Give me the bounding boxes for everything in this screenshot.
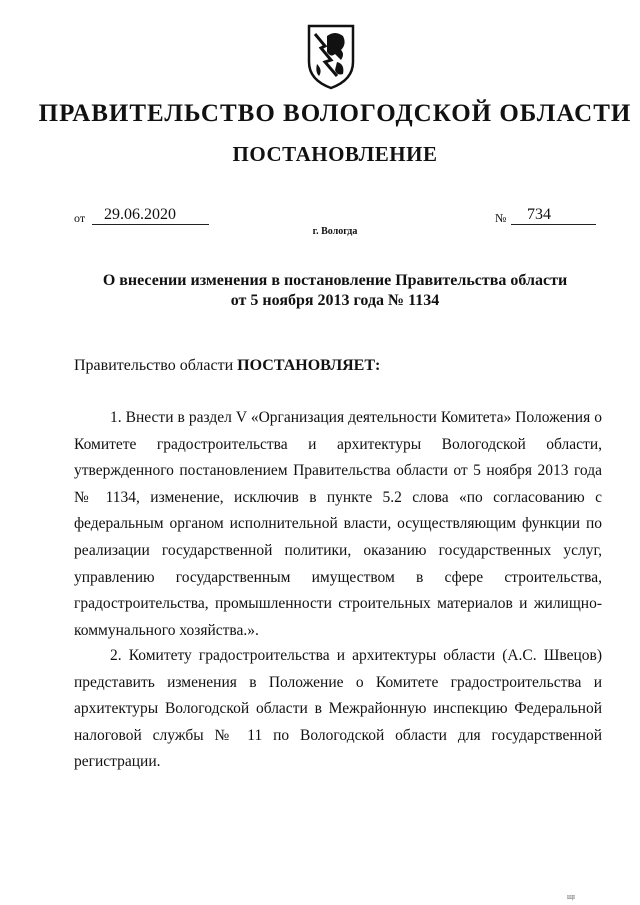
document-date: 29.06.2020	[92, 206, 209, 225]
government-name: ПРАВИТЕЛЬСТВО ВОЛОГОДСКОЙ ОБЛАСТИ	[38, 100, 632, 127]
document-title	[60, 271, 610, 311]
date-label: от	[74, 211, 86, 225]
document-number: 734	[511, 206, 596, 225]
document-type: ПОСТАНОВЛЕНИЕ	[232, 142, 438, 166]
vologda-coat-of-arms-icon	[301, 24, 361, 90]
decree-word: ПОСТАНОВЛЯЕТ:	[237, 357, 381, 374]
page-mark: ЩI	[567, 895, 576, 901]
city: г. Вологда	[312, 226, 358, 237]
decree-line	[74, 357, 380, 375]
title-line-1: О внесении изменения в постановление Правительства области	[102, 272, 568, 289]
number-label: №	[495, 211, 507, 225]
decree-prefix: Правительство области	[74, 357, 238, 374]
paragraph-2: 2. Комитету градостроительства и архитектуры области (А.С. Швецов) представить изменения в Положение о Комитете градостроительства и архитектуры Вологодской области в Межрайонную инспекцию Федеральной налоговой службы № 11 по Вологодской области для государственной регистрации.	[74, 647, 602, 771]
paragraph-1: 1. Внести в раздел V «Организация деятельности Комитета» Положения о Комитете градостроительства и архитектуры Вологодской области, утвержденного постановлением Правительства области от 5 ноября 2013 года № 1134, изменение, исключив в пункте 5.2 слова «по согласованию с федеральным органом исполнительной власти, осуществляющим функции по реализации государственной политики, оказанию государственных услуг, управлению государственным имуществом в сфере строительства, градостроительства, промышленности строительных материалов и жилищно-коммунального хозяйства.».	[74, 409, 602, 639]
title-line-2: от 5 ноября 2013 года № 1134	[230, 292, 440, 309]
